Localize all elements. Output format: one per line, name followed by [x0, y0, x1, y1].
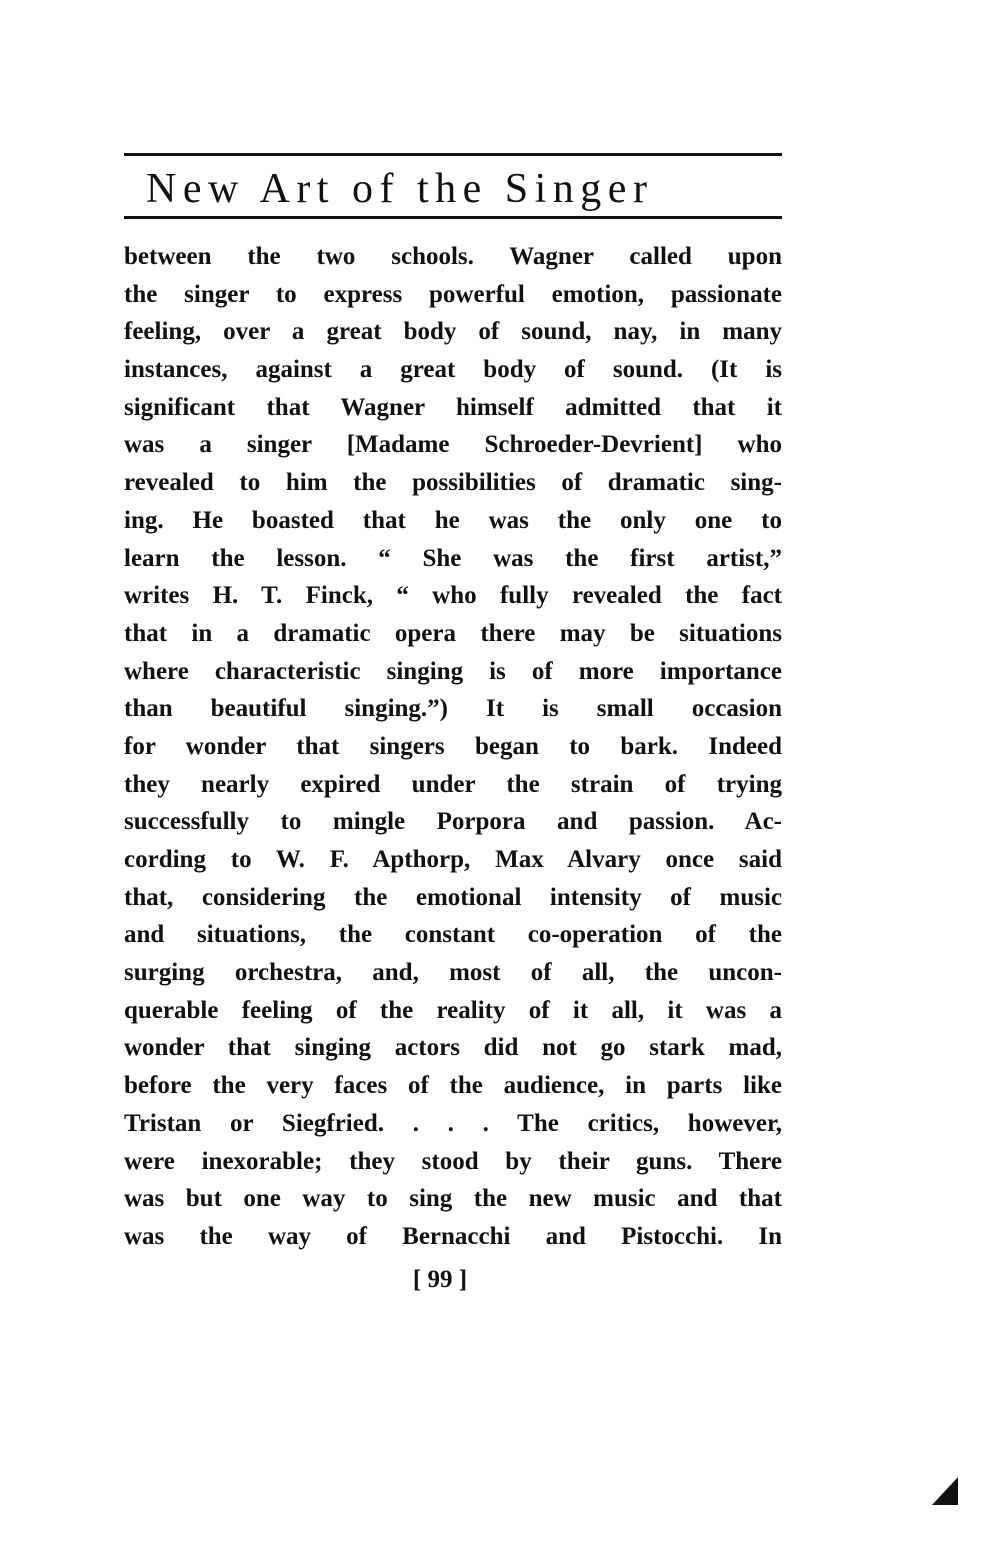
text-line: writes H. T. Finck, “ who fully revealed the fact	[124, 582, 782, 610]
text-line: the singer to express powerful emotion, passionate	[124, 280, 782, 308]
text-line: significant that Wagner himself admitted that it	[124, 393, 782, 421]
text-line: they nearly expired under the strain of trying	[124, 770, 782, 798]
body-text	[124, 238, 782, 1256]
text-line: learn the lesson. “ She was the first artist,”	[124, 544, 782, 572]
text-line: was a singer [Madame Schroeder-Devrient] who	[124, 431, 782, 459]
text-line: successfully to mingle Porpora and passion. Ac-	[124, 808, 782, 836]
scan-mark	[932, 1477, 958, 1505]
text-line: between the two schools. Wagner called upon	[124, 243, 782, 270]
header-rule-top	[124, 153, 782, 156]
text-line: wonder that singing actors did not go stark mad,	[124, 1034, 782, 1062]
text-line: surging orchestra, and, most of all, the uncon-	[124, 959, 782, 987]
header-rule-bottom	[124, 216, 782, 219]
text-line: where characteristic singing is of more importance	[124, 657, 782, 685]
text-line: revealed to him the possibilities of dramatic sing-	[124, 469, 782, 497]
text-line: than beautiful singing.”) It is small occasion	[124, 695, 782, 723]
text-line: Tristan or Siegfried. . . . The critics, however,	[124, 1109, 782, 1137]
text-line: that, considering the emotional intensity of music	[124, 883, 782, 911]
page-number: [ 99 ]	[412, 1266, 468, 1293]
text-line: was the way of Bernacchi and Pistocchi. In	[124, 1222, 782, 1250]
text-line: ing. He boasted that he was the only one to	[124, 506, 782, 534]
text-line: before the very faces of the audience, in parts like	[124, 1072, 782, 1100]
text-line: querable feeling of the reality of it all, it was a	[124, 996, 782, 1024]
text-line: and situations, the constant co-operation of the	[124, 921, 782, 949]
text-line: were inexorable; they stood by their guns. There	[124, 1147, 782, 1175]
text-line: for wonder that singers began to bark. Indeed	[124, 732, 782, 760]
text-line: feeling, over a great body of sound, nay, in many	[124, 318, 782, 346]
text-line: was but one way to sing the new music and that	[124, 1185, 782, 1213]
text-line: that in a dramatic opera there may be situations	[124, 619, 782, 647]
text-line: cording to W. F. Apthorp, Max Alvary once said	[124, 846, 782, 873]
running-title: New Art of the Singer	[146, 166, 654, 212]
text-line: instances, against a great body of sound. (It is	[124, 356, 782, 384]
